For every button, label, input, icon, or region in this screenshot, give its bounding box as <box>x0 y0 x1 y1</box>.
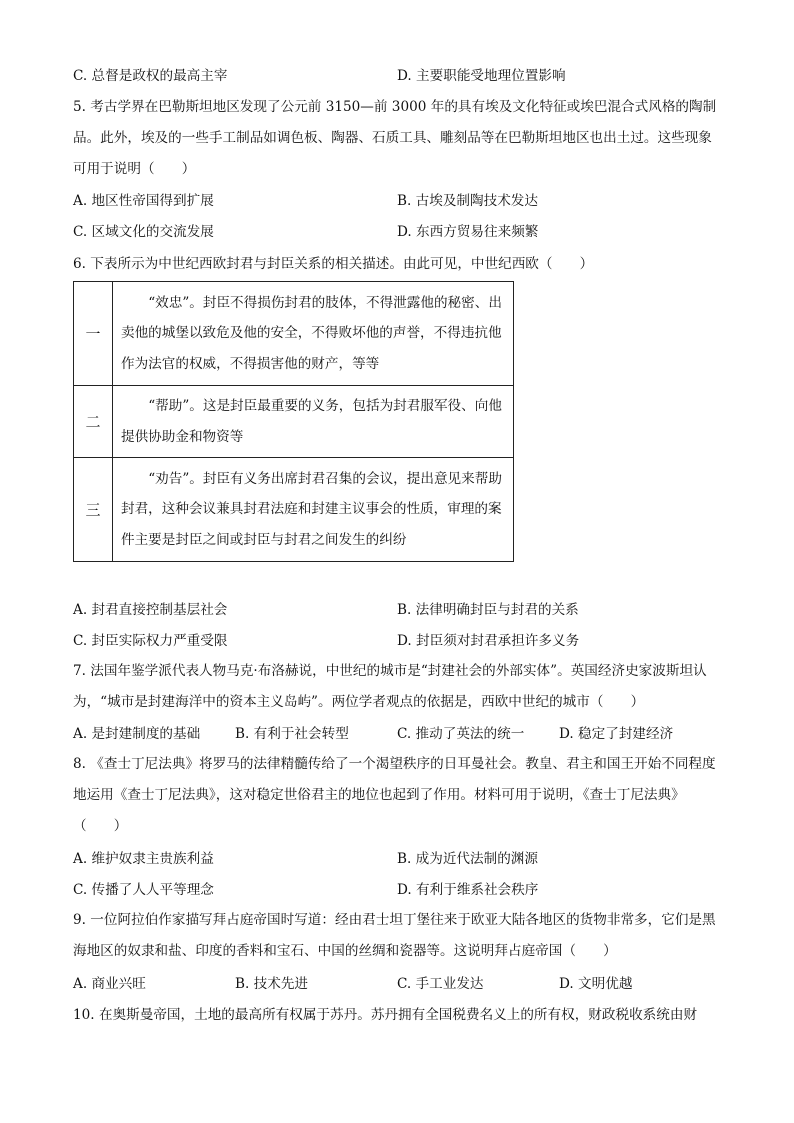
q7-option-a[interactable]: A. 是封建制度的基础 <box>73 726 201 742</box>
q8-option-a[interactable]: A. 维护奴隶主贵族利益 <box>73 851 214 867</box>
q4-option-d[interactable]: D. 主要职能受地理位置影响 <box>397 68 566 84</box>
q4-option-c[interactable]: C. 总督是政权的最高主宰 <box>73 68 228 84</box>
q6-option-a[interactable]: A. 封君直接控制基层社会 <box>73 602 228 618</box>
q5-option-a[interactable]: A. 地区性帝国得到扩展 <box>73 193 214 209</box>
q7-option-b[interactable]: B. 有利于社会转型 <box>235 726 349 742</box>
row-number: 三 <box>74 458 113 562</box>
q8-option-c[interactable]: C. 传播了人人平等理念 <box>73 882 214 898</box>
q9-option-a[interactable]: A. 商业兴旺 <box>73 976 146 992</box>
q9-option-c[interactable]: C. 手工业发达 <box>397 976 484 992</box>
row-text: “劝告”。封臣有义务出席封君召集的会议，提出意见来帮助封君，这种会议兼具封君法庭和封建主议事会的性质，审理的案件主要是封臣之间或封臣与封君之间发生的纠纷 <box>113 458 514 562</box>
q6-stem: 6. 下表所示为中世纪西欧封君与封臣关系的相关描述。由此可见，中世纪西欧（ ） <box>73 256 594 272</box>
q6-option-c[interactable]: C. 封臣实际权力严重受限 <box>73 633 228 649</box>
q9-stem: 9. 一位阿拉伯作家描写拜占庭帝国时写道：经由君士坦丁堡往来于欧亚大陆各地区的货物非常多，它们是黑海地区的奴隶和盐、印度的香料和宝石、中国的丝绸和瓷器等。这说明拜占庭帝国（ ） <box>73 912 716 959</box>
row-number: 二 <box>74 386 113 458</box>
q8-option-b[interactable]: B. 成为近代法制的渊源 <box>397 851 538 867</box>
row-text: “帮助”。这是封臣最重要的义务，包括为封君服军役、向他提供协助金和物资等 <box>113 386 514 458</box>
q7-stem: 7. 法国年鉴学派代表人物马克·布洛赫说，中世纪的城市是“封建社会的外部实体”。英国经济史家波斯坦认为，“城市是封建海洋中的资本主义岛屿”。两位学者观点的依据是，西欧中世纪的城市（ ） <box>73 663 707 710</box>
feudal-relations-table <box>73 281 514 562</box>
q6-option-b[interactable]: B. 法律明确封臣与封君的关系 <box>397 602 579 618</box>
row-text: “效忠”。封臣不得损伤封君的肢体，不得泄露他的秘密、出卖他的城堡以致危及他的安全，不得败坏他的声誉，不得违抗他作为法官的权威，不得损害他的财产，等等 <box>113 282 514 386</box>
q5-option-b[interactable]: B. 古埃及制陶技术发达 <box>397 193 538 209</box>
q6-option-d[interactable]: D. 封臣须对封君承担许多义务 <box>397 633 580 649</box>
q8-stem: 8. 《查士丁尼法典》将罗马的法律精髓传给了一个渴望秩序的日耳曼社会。教皇、君主和国王开始不同程度地运用《查士丁尼法典》，这对稳定世俗君主的地位也起到了作用。材料可用于说明，《查士丁尼法典》（ ） <box>73 756 716 834</box>
q7-option-d[interactable]: D. 稳定了封建经济 <box>559 726 674 742</box>
q10-stem: 10. 在奥斯曼帝国，土地的最高所有权属于苏丹。苏丹拥有全国税费名义上的所有权，财政税收系统由财 <box>73 1007 698 1023</box>
table-row <box>74 282 514 386</box>
q9-option-d[interactable]: D. 文明优越 <box>559 976 633 992</box>
q7-option-c[interactable]: C. 推动了英法的统一 <box>397 726 525 742</box>
q5-stem: 5. 考古学界在巴勒斯坦地区发现了公元前 3150—前 3000 年的具有埃及文化特征或埃巴混合式风格的陶制品。此外，埃及的一些手工制品如调色板、陶器、石质工具、雕刻品等在巴勒斯坦地区也出土过。这些现象可用于说明（ ） <box>73 99 717 177</box>
row-number: 一 <box>74 282 113 386</box>
q5-option-d[interactable]: D. 东西方贸易往来频繁 <box>397 224 539 240</box>
table-row <box>74 458 514 562</box>
q5-option-c[interactable]: C. 区域文化的交流发展 <box>73 224 214 240</box>
q8-option-d[interactable]: D. 有利于维系社会秩序 <box>397 882 539 898</box>
q9-option-b[interactable]: B. 技术先进 <box>235 976 309 992</box>
table-row <box>74 386 514 458</box>
